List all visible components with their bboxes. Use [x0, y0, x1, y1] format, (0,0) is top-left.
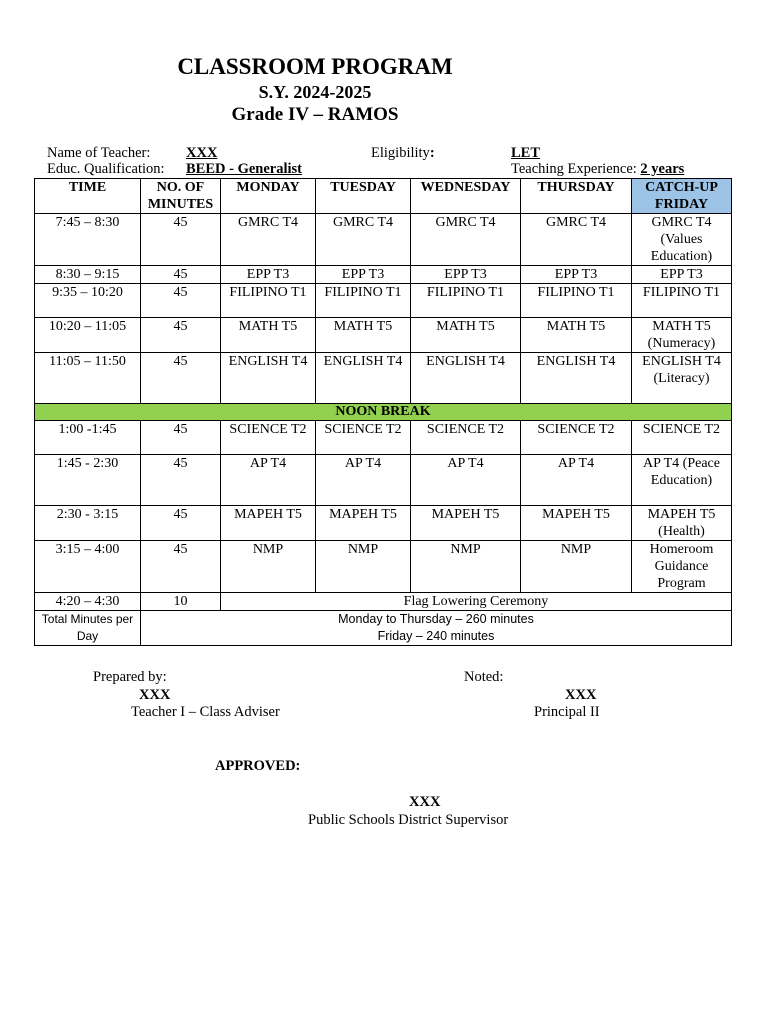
- cell-tuesday: NMP: [316, 541, 411, 593]
- cell-friday: ENGLISH T4 (Literacy): [632, 353, 732, 404]
- eligibility-colon: :: [429, 145, 435, 161]
- cell-wednesday: FILIPINO T1: [411, 284, 521, 318]
- cell-time: 3:15 – 4:00: [35, 541, 141, 593]
- cell-thursday: ENGLISH T4: [521, 353, 632, 404]
- cell-thursday: MAPEH T5: [521, 506, 632, 541]
- noted-name: XXX: [565, 687, 597, 703]
- cell-time: 9:35 – 10:20: [35, 284, 141, 318]
- cell-minutes: 45: [141, 455, 221, 506]
- flag-lowering-row: [35, 593, 732, 611]
- cell-time: 1:45 - 2:30: [35, 455, 141, 506]
- cell-minutes: 45: [141, 421, 221, 455]
- experience-value: 2 years: [640, 161, 685, 177]
- total-mon-thu: Monday to Thursday – 260 minutes: [338, 612, 534, 626]
- prepared-by-label: Prepared by:: [93, 669, 167, 685]
- cell-wednesday: GMRC T4: [411, 214, 521, 266]
- schedule-table: [34, 178, 732, 646]
- cell-monday: GMRC T4: [221, 214, 316, 266]
- header-catch-up-friday: CATCH-UP FRIDAY: [632, 179, 732, 214]
- cell-wednesday: MAPEH T5: [411, 506, 521, 541]
- cell-time: 10:20 – 11:05: [35, 318, 141, 353]
- cell-tuesday: MAPEH T5: [316, 506, 411, 541]
- header-monday: MONDAY: [221, 179, 316, 214]
- cell-time: 2:30 - 3:15: [35, 506, 141, 541]
- experience-row: [511, 161, 684, 178]
- cell-monday: FILIPINO T1: [221, 284, 316, 318]
- cell-time: 4:20 – 4:30: [35, 593, 141, 611]
- table-row: [35, 318, 732, 353]
- table-row: [35, 214, 732, 266]
- total-friday: Friday – 240 minutes: [377, 629, 495, 643]
- cell-minutes: 45: [141, 318, 221, 353]
- cell-monday: AP T4: [221, 455, 316, 506]
- header-tuesday: TUESDAY: [316, 179, 411, 214]
- cell-wednesday: EPP T3: [411, 266, 521, 284]
- school-year: S.Y. 2024-2025: [258, 82, 372, 102]
- cell-time: 1:00 -1:45: [35, 421, 141, 455]
- cell-wednesday: AP T4: [411, 455, 521, 506]
- cell-monday: MATH T5: [221, 318, 316, 353]
- approved-title: Public Schools District Supervisor: [308, 812, 509, 828]
- eligibility-value: LET: [511, 145, 541, 161]
- cell-wednesday: NMP: [411, 541, 521, 593]
- eligibility-row: [371, 145, 435, 162]
- table-row: [35, 455, 732, 506]
- table-row: [35, 506, 732, 541]
- header-wednesday: WEDNESDAY: [411, 179, 521, 214]
- cell-tuesday: GMRC T4: [316, 214, 411, 266]
- cell-thursday: AP T4: [521, 455, 632, 506]
- cell-tuesday: MATH T5: [316, 318, 411, 353]
- cell-friday: SCIENCE T2: [632, 421, 732, 455]
- qualification-value: BEED - Generalist: [186, 161, 302, 177]
- cell-monday: MAPEH T5: [221, 506, 316, 541]
- header-thursday: THURSDAY: [521, 179, 632, 214]
- noted-label: Noted:: [464, 669, 504, 685]
- table-row: [35, 353, 732, 404]
- cell-friday: EPP T3: [632, 266, 732, 284]
- cell-minutes: 45: [141, 541, 221, 593]
- cell-minutes: 45: [141, 506, 221, 541]
- teacher-name-label: Name of Teacher:: [47, 145, 151, 161]
- experience-label: Teaching Experience:: [511, 161, 637, 177]
- total-minutes-label: Total Minutes per Day: [35, 611, 141, 646]
- cell-friday: MAPEH T5 (Health): [632, 506, 732, 541]
- qualification-label: Educ. Qualification:: [47, 161, 165, 177]
- cell-time: 11:05 – 11:50: [35, 353, 141, 404]
- cell-monday: SCIENCE T2: [221, 421, 316, 455]
- document-title: CLASSROOM PROGRAM: [177, 54, 453, 79]
- total-minutes-row: [35, 611, 732, 646]
- cell-thursday: MATH T5: [521, 318, 632, 353]
- cell-time: 8:30 – 9:15: [35, 266, 141, 284]
- prepared-by-name: XXX: [139, 687, 171, 703]
- noted-title: Principal II: [534, 704, 600, 720]
- cell-friday: FILIPINO T1: [632, 284, 732, 318]
- cell-friday: AP T4 (Peace Education): [632, 455, 732, 506]
- cell-monday: NMP: [221, 541, 316, 593]
- cell-friday: MATH T5 (Numeracy): [632, 318, 732, 353]
- prepared-by-title: Teacher I – Class Adviser: [131, 704, 280, 720]
- table-row: [35, 421, 732, 455]
- cell-tuesday: ENGLISH T4: [316, 353, 411, 404]
- cell-tuesday: AP T4: [316, 455, 411, 506]
- cell-monday: EPP T3: [221, 266, 316, 284]
- cell-friday: GMRC T4 (Values Education): [632, 214, 732, 266]
- header-time: TIME: [35, 179, 141, 214]
- table-row: [35, 266, 732, 284]
- flag-lowering-activity: Flag Lowering Ceremony: [221, 593, 732, 611]
- cell-thursday: EPP T3: [521, 266, 632, 284]
- cell-thursday: SCIENCE T2: [521, 421, 632, 455]
- cell-thursday: GMRC T4: [521, 214, 632, 266]
- cell-wednesday: MATH T5: [411, 318, 521, 353]
- cell-tuesday: EPP T3: [316, 266, 411, 284]
- noon-break-row: [35, 404, 732, 421]
- cell-wednesday: ENGLISH T4: [411, 353, 521, 404]
- cell-tuesday: SCIENCE T2: [316, 421, 411, 455]
- cell-thursday: NMP: [521, 541, 632, 593]
- noon-break-label: NOON BREAK: [35, 404, 732, 421]
- approved-name: XXX: [409, 794, 441, 810]
- teacher-name-value: XXX: [186, 145, 218, 161]
- table-row: [35, 541, 732, 593]
- cell-minutes: 45: [141, 284, 221, 318]
- eligibility-label: Eligibility: [371, 145, 430, 161]
- cell-tuesday: FILIPINO T1: [316, 284, 411, 318]
- table-row: [35, 284, 732, 318]
- total-minutes-values: [141, 611, 732, 646]
- cell-minutes: 45: [141, 266, 221, 284]
- cell-wednesday: SCIENCE T2: [411, 421, 521, 455]
- cell-friday: Homeroom Guidance Program: [632, 541, 732, 593]
- cell-monday: ENGLISH T4: [221, 353, 316, 404]
- approved-label: APPROVED:: [215, 758, 301, 774]
- cell-thursday: FILIPINO T1: [521, 284, 632, 318]
- cell-minutes: 10: [141, 593, 221, 611]
- cell-minutes: 45: [141, 214, 221, 266]
- grade-section: Grade IV – RAMOS: [231, 104, 399, 125]
- cell-time: 7:45 – 8:30: [35, 214, 141, 266]
- cell-minutes: 45: [141, 353, 221, 404]
- header-minutes: NO. OF MINUTES: [141, 179, 221, 214]
